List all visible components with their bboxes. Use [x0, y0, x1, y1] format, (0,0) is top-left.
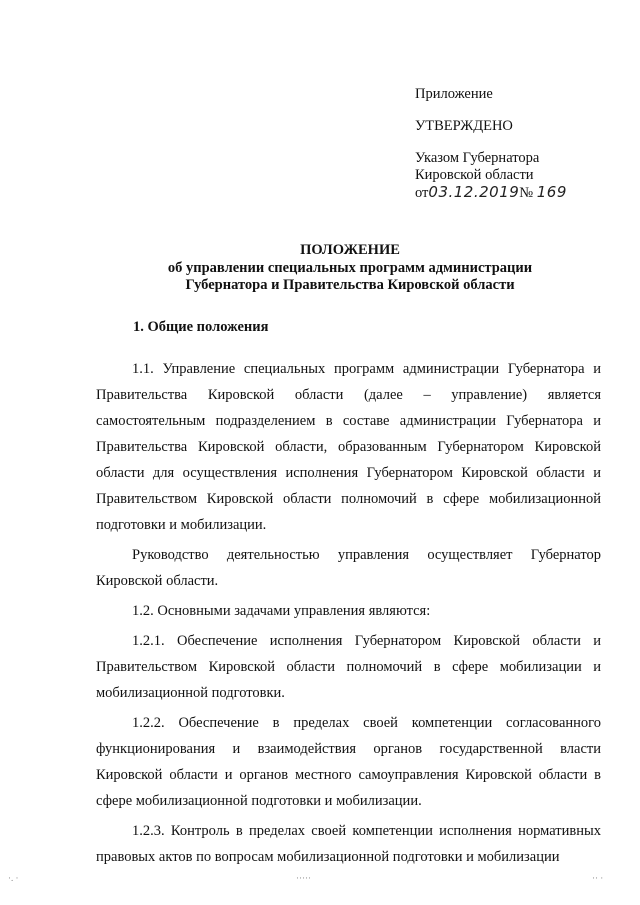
appendix-label: Приложение — [415, 86, 493, 102]
decree-date-line — [415, 184, 625, 202]
approval-block — [415, 86, 625, 202]
paragraph: 1.2.1. Обеспечение исполнения Губернатором Кировской области и Правительством Кировской области полномочий в сфере мобилизации и мобилизационной подготовки. — [96, 633, 601, 701]
decree-line-2: Кировской области — [415, 167, 534, 183]
paragraph: 1.2. Основными задачами управления являются: — [132, 603, 431, 619]
title-line-3: Губернатора и Правительства Кировской области — [185, 277, 515, 293]
title-line-1: ПОЛОЖЕНИЕ — [300, 242, 400, 258]
handwritten-date: 03.12.2019 — [428, 183, 520, 201]
paragraph: 1.2.3. Контроль в пределах своей компетенции исполнения нормативных правовых актов по вопросам мобилизационной подготовки и мобилизации — [96, 823, 601, 865]
scan-mark: ·· · — [592, 873, 604, 883]
handwritten-number: 169 — [536, 183, 567, 201]
document-body — [96, 356, 601, 874]
paragraph: 1.1. Управление специальных программ администрации Губернатора и Правительства Кировской области (далее – управление) является самостоятельным подразделением в составе администрации Губернатора и Правительства Кировской области, образованным Губернатором Кировской области для осуществления исполнения Губернатором Кировской области и Правительством Кировской области полномочий в сфере мобилизационной подготовки и мобилизации. — [96, 361, 601, 533]
number-prefix: № — [519, 185, 534, 201]
scan-mark: ····· — [296, 873, 311, 883]
scan-mark: ·. · — [8, 873, 19, 883]
title-line-2: об управлении специальных программ администрации — [167, 259, 533, 276]
approved-label: УТВЕРЖДЕНО — [415, 118, 513, 134]
paragraph: Руководство деятельностью управления осуществляет Губернатор Кировской области. — [96, 547, 601, 589]
paragraph: 1.2.2. Обеспечение в пределах своей компетенции согласованного функционирования и взаимодействия органов государственной власти Кировской области и органов местного самоуправления Кировской области в сфере мобилизационной подготовки и мобилизации. — [96, 715, 601, 809]
decree-line-1: Указом Губернатора — [415, 150, 540, 166]
date-prefix: от — [415, 185, 429, 201]
document-title — [100, 242, 600, 295]
section-heading: 1. Общие положения — [133, 319, 269, 335]
